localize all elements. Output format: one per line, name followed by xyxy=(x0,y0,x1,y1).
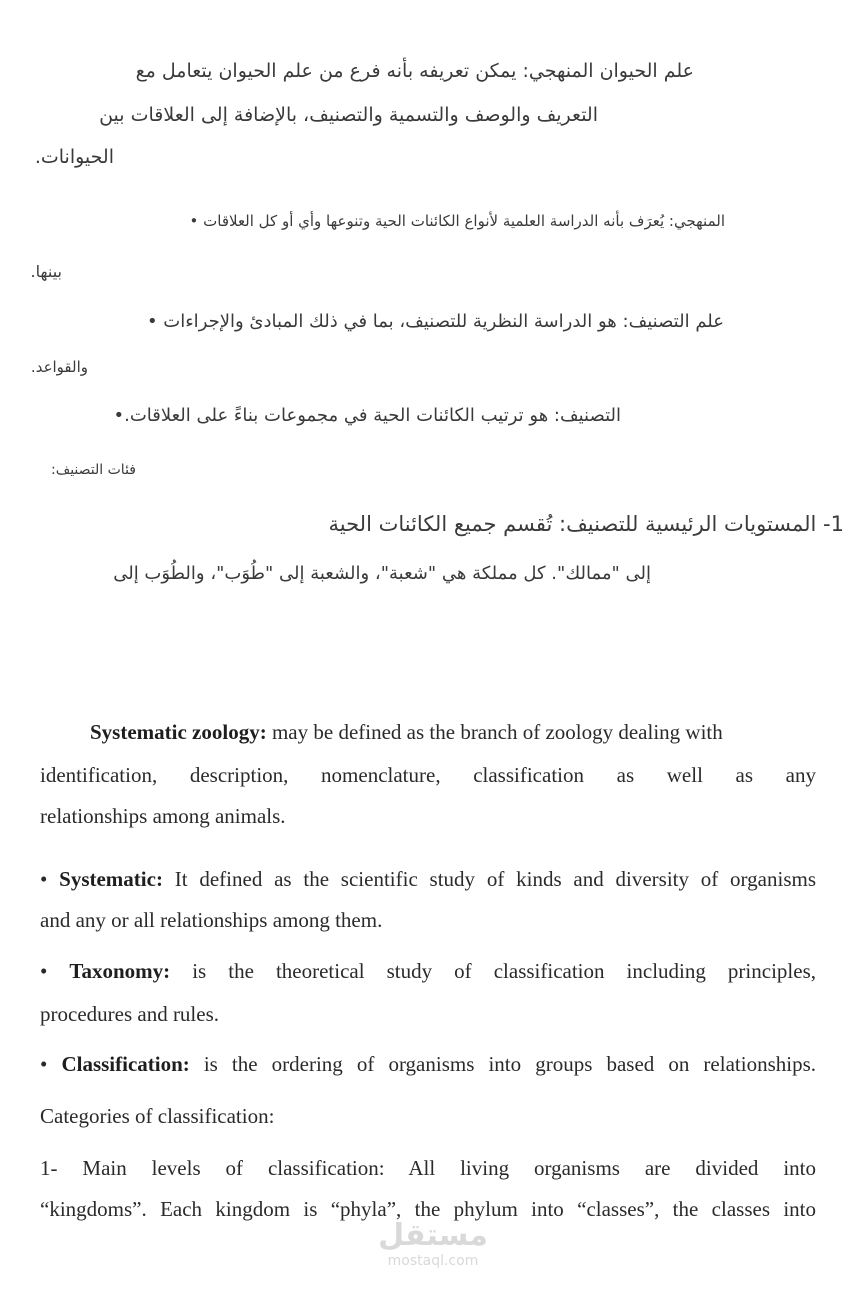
term-taxonomy: Taxonomy: xyxy=(69,959,171,983)
term-systematic: Systematic: xyxy=(59,867,163,891)
english-main-levels-line-1: 1- Main levels of classification: All living organisms are divided into xyxy=(40,1156,816,1180)
arabic-systematic-line-2: بينها. xyxy=(30,262,62,281)
watermark-logo: مستقل xyxy=(378,1218,488,1253)
arabic-classification: التصنيف: هو ترتيب الكائنات الحية في مجموعات بناءً على العلاقات.• xyxy=(113,405,621,426)
arabic-intro-line-3: الحيوانات. xyxy=(34,146,114,168)
english-taxonomy-text-1: is the theoretical study of classification including principles, xyxy=(170,959,816,983)
english-classification-text-1: is the ordering of organisms into groups based on relationships. xyxy=(189,1052,816,1076)
bullet: • xyxy=(40,867,60,891)
arabic-intro-line-1: علم الحيوان المنهجي: يمكن تعريفه بأنه فرع من علم الحيوان يتعامل مع xyxy=(135,60,694,82)
english-taxonomy-line-1 xyxy=(40,959,816,984)
term-classification: Classification: xyxy=(61,1052,190,1076)
arabic-main-levels-line-2: إلى "ممالك". كل مملكة هي "شعبة"، والشعبة إلى "طُوَب"، والطُوَب إلى xyxy=(113,563,651,584)
bullet: • xyxy=(40,959,70,983)
watermark-url: mostaql.com xyxy=(387,1253,479,1269)
arabic-systematic-line-1: المنهجي: يُعرَف بأنه الدراسة العلمية لأنواع الكائنات الحية وتنوعها وأي أو كل العلاقات • xyxy=(189,212,725,230)
english-taxonomy-line-2: procedures and rules. xyxy=(40,1002,220,1026)
english-intro-line-1 xyxy=(40,720,816,745)
arabic-taxonomy-line-1: علم التصنيف: هو الدراسة النظرية للتصنيف، بما في ذلك المبادئ والإجراءات • xyxy=(146,311,724,332)
english-main-levels-line-2: “kingdoms”. Each kingdom is “phyla”, the phylum into “classes”, the classes into xyxy=(40,1197,816,1221)
english-systematic-line-2: and any or all relationships among them. xyxy=(40,908,383,932)
bullet: • xyxy=(40,1052,62,1076)
english-intro-line-3: relationships among animals. xyxy=(40,804,286,828)
arabic-main-levels-line-1: 1- المستويات الرئيسية للتصنيف: تُقسم جميع الكائنات الحية xyxy=(328,512,844,536)
arabic-categories: فئات التصنيف: xyxy=(51,462,136,478)
english-systematic-line-1 xyxy=(40,867,816,892)
english-intro-text-1: may be defined as the branch of zoology dealing with xyxy=(266,720,723,744)
english-intro-line-2: identification, description, nomenclature, classification as well as any xyxy=(40,763,816,787)
term-systematic-zoology: Systematic zoology: xyxy=(90,720,267,744)
arabic-taxonomy-line-2: والقواعد. xyxy=(30,358,88,376)
english-categories: Categories of classification: xyxy=(40,1104,275,1128)
english-systematic-text-1: It defined as the scientific study of kinds and diversity of organisms xyxy=(162,867,816,891)
arabic-intro-line-2: التعريف والوصف والتسمية والتصنيف، بالإضافة إلى العلاقات بين xyxy=(99,104,598,126)
english-classification-line-1 xyxy=(40,1052,816,1077)
